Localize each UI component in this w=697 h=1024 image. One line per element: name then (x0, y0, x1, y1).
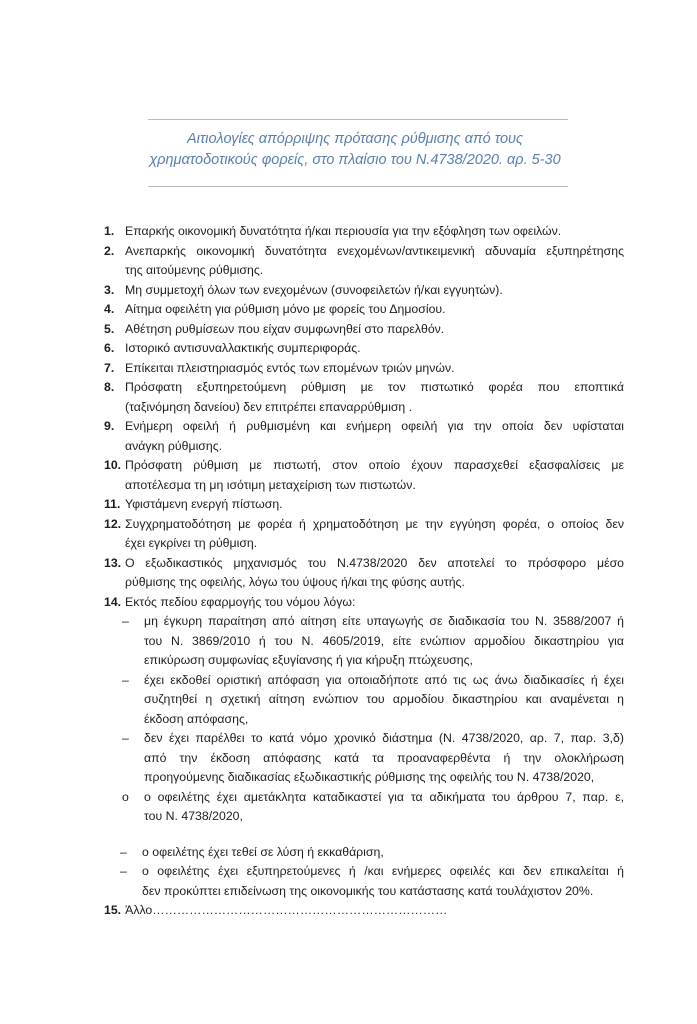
sub-item-text-line: ο οφειλέτης έχει εξυπηρετούμενες ή /και ενήμερες οφειλές και δεν επικαλείται ή (142, 864, 624, 878)
list-item (104, 901, 624, 921)
item-text-line: Συγχρηματοδότηση με φορέα ή χρηματοδότηση με την εγγύηση φορέα, ο οποίος δεν (125, 516, 624, 531)
sub-item-text-line: του Ν. 3869/2010 ή του Ν. 4605/2019, είτε ενώπιον αρμοδίου δικαστηρίου για (144, 633, 624, 648)
item-number: 14. (104, 594, 122, 609)
item-number: 15. (104, 903, 122, 917)
list-item (104, 281, 624, 301)
sub-list-item (122, 729, 624, 788)
list-item (104, 456, 624, 495)
sub-item-text-line: επικύρωση συμφωνίας εξυγίανσης ή για κήρυξη πτώχευσης, (144, 653, 473, 667)
list-item (104, 300, 624, 320)
sub-list-item (122, 788, 624, 827)
item-text-line: (ταξινόμηση δανείου) δεν επιτρέπει επαναρρύθμιση . (125, 399, 413, 414)
item-text-line: Υφιστάμενη ενεργή πίστωση. (125, 497, 283, 511)
list-item (104, 515, 624, 554)
item-number: 1. (104, 224, 115, 238)
list-item (104, 495, 624, 515)
list-item (104, 242, 624, 281)
item-number: 5. (104, 321, 115, 336)
sub-item-text-line: μη έγκυρη παραίτηση από αίτηση είτε υπαγωγής σε διαδικασία του Ν. 3588/2007 ή (144, 614, 624, 628)
sub-list-item (122, 612, 624, 671)
reasons-list (104, 222, 624, 921)
title-top-rule (148, 119, 568, 120)
section-gap (104, 827, 624, 843)
bullet-dash: – (122, 731, 129, 745)
list-item (104, 339, 624, 359)
sub-item-text-line: δεν έχει παρέλθει το κατά νόμο χρονικό διάστημα (Ν. 4738/2020, αρ. 7, παρ. 3,δ) (144, 731, 624, 745)
item-number: 7. (104, 360, 115, 375)
list-item (104, 320, 624, 340)
sub-item-text-line: ο οφειλέτης έχει αμετάκλητα καταδικαστεί για τα αδικήματα του άρθρου 7, παρ. ε, (144, 789, 624, 804)
title-line-1: Αιτιολογίες απόρριψης πρότασης ρύθμισης από τους (186, 131, 524, 147)
item-text-line: της αιτούμενης ρύθμισης. (125, 263, 264, 277)
list-item (104, 554, 624, 593)
item-number: 11. (104, 497, 121, 511)
sub-item-text-line: έχει εκδοθεί οριστική απόφαση για οποιαδήποτε από τις ως άνω διαδικασίες ή έχει (144, 672, 624, 687)
item-number: 6. (104, 341, 115, 355)
list-item (104, 593, 624, 613)
sub-item-text-line: συζητηθεί η σχετική αίτηση ενώπιον του αρμοδίου δικαστηρίου και αναμένεται η (144, 692, 624, 706)
item-number: 12. (104, 516, 122, 531)
bullet-dash: – (120, 864, 127, 878)
title-bottom-rule (148, 186, 568, 187)
list-item (104, 222, 624, 242)
item-text-line: Μη συμμετοχή όλων των ενεχομένων (συνοφειλετών ή/και εγγυητών). (125, 282, 503, 297)
item-number: 9. (104, 419, 115, 433)
item-text-line: Άλλο……………………………………………………………… (125, 903, 448, 917)
item-text-line: Εκτός πεδίου εφαρμογής του νόμου λόγω: (125, 594, 356, 609)
item-text-line: Πρόσφατη εξυπηρετούμενη ρύθμιση με τον πιστωτικό φορέα που εποπτικά (125, 380, 624, 394)
bullet-dash: – (122, 614, 129, 628)
sub-list-item (120, 843, 624, 863)
item-text-line: Ανεπαρκής οικονομική δυνατότητα ενεχομένων/αντικειμενική αδυναμία εξυπηρέτησης (125, 243, 624, 258)
list-item (104, 359, 624, 379)
list-item (104, 378, 624, 417)
item-text-line: αποτέλεσμα τη μη ισότιμη μεταχείριση των πιστωτών. (125, 477, 416, 492)
item-text-line: έχει εγκρίνει τη ρύθμιση. (125, 536, 258, 550)
sub-item-text-line: δεν προκύπτει επιδείνωση της οικονομικής του κατάστασης κατά τουλάχιστον 20%. (142, 883, 594, 898)
sub-list-item (122, 671, 624, 730)
item-number: 13. (104, 555, 122, 570)
bullet-dash: o (122, 789, 129, 804)
sub-item-text-line: από την έκδοση απόφασης κατά τα προαναφερθέντα ή την ολοκλήρωση (144, 750, 624, 765)
bullet-dash: – (120, 844, 127, 859)
sub-item-text-line: προηγούμενης διαδικασίας εξωδικαστικής ρύθμισης της οφειλής του Ν. 4738/2020, (144, 770, 595, 784)
item-text-line: Επαρκής οικονομική δυνατότητα ή/και περιουσία για την εξόφληση των οφειλών. (125, 224, 562, 238)
item-text-line: Πρόσφατη ρύθμιση με πιστωτή, στον οποίο έχουν παρασχεθεί εξασφαλίσεις με (125, 458, 624, 472)
item-number: 2. (104, 243, 115, 258)
item-number: 4. (104, 302, 115, 316)
title-line-2: χρηματοδοτικούς φορείς, στο πλαίσιο του Ν.4738/2020. αρ. 5-30 (149, 152, 561, 168)
item-number: 8. (104, 380, 115, 394)
list-item (104, 417, 624, 456)
item-text-line: ρύθμισης της οφειλής, λόγω του ύψους ή/και της φύσης αυτής. (125, 575, 465, 589)
sub-list-item (120, 862, 624, 901)
item-number: 10. (104, 458, 122, 472)
item-text-line: Ενήμερη οφειλή ή ρυθμισμένη και ενήμερη οφειλή για την οποία δεν υφίσταται (125, 419, 624, 433)
document-title (120, 129, 590, 171)
sub-item-text-line: του Ν. 4738/2020, (144, 809, 243, 823)
sub-item-text-line: έκδοση απόφασης, (144, 711, 249, 726)
item-text-line: Ο εξωδικαστικός μηχανισμός του Ν.4738/2020 δεν αποτελεί το πρόσφορο μέσο (125, 555, 624, 570)
sub-item-text-line: ο οφειλέτης έχει τεθεί σε λύση ή εκκαθάριση, (142, 844, 384, 859)
item-text-line: ανάγκη ρύθμισης. (125, 438, 223, 453)
item-text-line: Αθέτηση ρυθμίσεων που είχαν συμφωνηθεί στο παρελθόν. (125, 321, 445, 336)
item-text-line: Επίκειται πλειστηριασμός εντός των επομένων τριών μηνών. (125, 360, 455, 375)
item-number: 3. (104, 282, 115, 297)
item-text-line: Αίτημα οφειλέτη για ρύθμιση μόνο με φορείς του Δημοσίου. (125, 302, 446, 316)
bullet-dash: – (122, 672, 129, 687)
item-text-line: Ιστορικό αντισυναλλακτικής συμπεριφοράς. (125, 341, 361, 355)
